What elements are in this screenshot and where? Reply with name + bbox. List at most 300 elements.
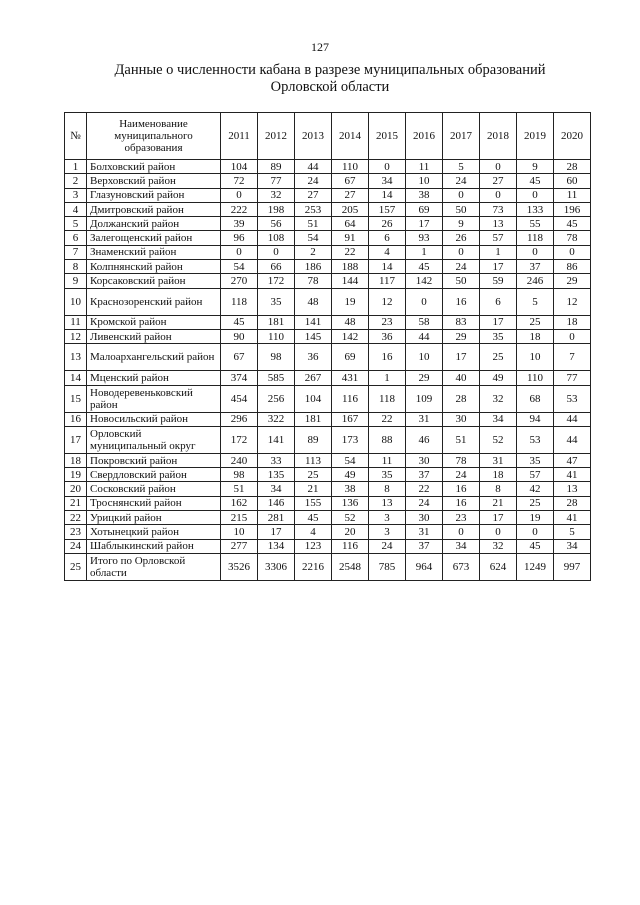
population-value: 1 xyxy=(480,245,517,259)
population-value: 0 xyxy=(554,245,591,259)
row-number: 9 xyxy=(65,274,87,288)
row-number: 5 xyxy=(65,217,87,231)
population-value: 4 xyxy=(295,525,332,539)
population-value: 18 xyxy=(480,468,517,482)
population-value: 32 xyxy=(480,539,517,553)
population-value: 89 xyxy=(258,160,295,174)
population-value: 17 xyxy=(406,217,443,231)
population-value: 155 xyxy=(295,496,332,510)
population-value: 21 xyxy=(295,482,332,496)
population-value: 57 xyxy=(517,468,554,482)
population-value: 89 xyxy=(295,426,332,453)
population-value: 72 xyxy=(221,174,258,188)
population-value: 44 xyxy=(554,412,591,426)
population-value: 45 xyxy=(554,217,591,231)
header-year: 2015 xyxy=(369,113,406,160)
population-value: 19 xyxy=(332,288,369,315)
population-value: 78 xyxy=(443,453,480,467)
municipality-name: Шаблыкинский район xyxy=(87,539,221,553)
population-value: 16 xyxy=(443,288,480,315)
population-value: 90 xyxy=(221,329,258,343)
municipality-name: Болховский район xyxy=(87,160,221,174)
population-value: 31 xyxy=(406,412,443,426)
municipality-name: Сосковский район xyxy=(87,482,221,496)
population-value: 0 xyxy=(443,525,480,539)
municipality-name: Малоархангельский район xyxy=(87,344,221,371)
population-value: 10 xyxy=(406,174,443,188)
population-value: 172 xyxy=(221,426,258,453)
population-value: 73 xyxy=(480,202,517,216)
population-value: 17 xyxy=(480,511,517,525)
population-value: 35 xyxy=(369,468,406,482)
population-value: 117 xyxy=(369,274,406,288)
population-value: 91 xyxy=(332,231,369,245)
population-value: 172 xyxy=(258,274,295,288)
population-value: 64 xyxy=(332,217,369,231)
population-value: 24 xyxy=(443,174,480,188)
population-value: 24 xyxy=(406,496,443,510)
row-number: 8 xyxy=(65,260,87,274)
population-value: 0 xyxy=(443,188,480,202)
table-row xyxy=(65,188,591,202)
population-value: 53 xyxy=(517,426,554,453)
population-value: 11 xyxy=(406,160,443,174)
population-value: 3306 xyxy=(258,553,295,580)
population-value: 118 xyxy=(517,231,554,245)
population-value: 40 xyxy=(443,371,480,385)
population-value: 9 xyxy=(517,160,554,174)
population-value: 997 xyxy=(554,553,591,580)
table-row xyxy=(65,511,591,525)
population-value: 67 xyxy=(221,344,258,371)
population-value: 109 xyxy=(406,385,443,412)
population-value: 25 xyxy=(295,468,332,482)
population-value: 157 xyxy=(369,202,406,216)
row-number: 11 xyxy=(65,315,87,329)
population-value: 51 xyxy=(221,482,258,496)
population-value: 281 xyxy=(258,511,295,525)
population-value: 277 xyxy=(221,539,258,553)
population-value: 52 xyxy=(480,426,517,453)
population-value: 110 xyxy=(332,160,369,174)
population-value: 222 xyxy=(221,202,258,216)
population-value: 93 xyxy=(406,231,443,245)
population-value: 54 xyxy=(221,260,258,274)
population-value: 86 xyxy=(554,260,591,274)
population-value: 44 xyxy=(406,329,443,343)
population-value: 48 xyxy=(295,288,332,315)
population-value: 0 xyxy=(369,160,406,174)
municipality-name: Троснянский район xyxy=(87,496,221,510)
population-value: 24 xyxy=(443,468,480,482)
population-value: 55 xyxy=(517,217,554,231)
population-value: 37 xyxy=(406,468,443,482)
population-value: 48 xyxy=(332,315,369,329)
population-value: 25 xyxy=(517,496,554,510)
population-value: 17 xyxy=(443,344,480,371)
population-value: 0 xyxy=(480,160,517,174)
table-row xyxy=(65,274,591,288)
population-value: 35 xyxy=(517,453,554,467)
municipality-name: Кромской район xyxy=(87,315,221,329)
table-row xyxy=(65,231,591,245)
population-value: 21 xyxy=(480,496,517,510)
row-number: 19 xyxy=(65,468,87,482)
population-value: 5 xyxy=(554,525,591,539)
table-row xyxy=(65,371,591,385)
population-value: 26 xyxy=(369,217,406,231)
population-value: 253 xyxy=(295,202,332,216)
row-number: 1 xyxy=(65,160,87,174)
population-value: 374 xyxy=(221,371,258,385)
population-value: 69 xyxy=(406,202,443,216)
population-value: 3 xyxy=(369,525,406,539)
population-value: 118 xyxy=(221,288,258,315)
table-row xyxy=(65,525,591,539)
population-value: 0 xyxy=(517,245,554,259)
table-row xyxy=(65,217,591,231)
population-value: 964 xyxy=(406,553,443,580)
population-value: 3 xyxy=(369,511,406,525)
population-value: 134 xyxy=(258,539,295,553)
header-year: 2013 xyxy=(295,113,332,160)
population-value: 0 xyxy=(258,245,295,259)
population-value: 19 xyxy=(517,511,554,525)
population-value: 142 xyxy=(332,329,369,343)
population-value: 9 xyxy=(443,217,480,231)
table-row xyxy=(65,426,591,453)
population-value: 246 xyxy=(517,274,554,288)
header-year: 2016 xyxy=(406,113,443,160)
header-year: 2017 xyxy=(443,113,480,160)
row-number: 23 xyxy=(65,525,87,539)
population-value: 34 xyxy=(258,482,295,496)
population-value: 17 xyxy=(480,315,517,329)
population-value: 24 xyxy=(443,260,480,274)
table-row xyxy=(65,412,591,426)
population-value: 83 xyxy=(443,315,480,329)
population-value: 30 xyxy=(406,511,443,525)
population-value: 5 xyxy=(443,160,480,174)
municipality-name: Мценский район xyxy=(87,371,221,385)
row-number: 6 xyxy=(65,231,87,245)
population-value: 38 xyxy=(332,482,369,496)
municipality-name: Колпнянский район xyxy=(87,260,221,274)
population-value: 17 xyxy=(480,260,517,274)
population-value: 35 xyxy=(258,288,295,315)
row-number: 12 xyxy=(65,329,87,343)
population-value: 96 xyxy=(221,231,258,245)
population-value: 66 xyxy=(258,260,295,274)
population-value: 108 xyxy=(258,231,295,245)
municipality-name: Орловский муниципальный округ xyxy=(87,426,221,453)
population-value: 39 xyxy=(221,217,258,231)
population-value: 296 xyxy=(221,412,258,426)
population-value: 98 xyxy=(258,344,295,371)
row-number: 7 xyxy=(65,245,87,259)
population-value: 16 xyxy=(443,482,480,496)
population-value: 181 xyxy=(258,315,295,329)
population-value: 110 xyxy=(258,329,295,343)
population-value: 88 xyxy=(369,426,406,453)
population-value: 28 xyxy=(554,496,591,510)
population-value: 454 xyxy=(221,385,258,412)
population-value: 11 xyxy=(369,453,406,467)
population-value: 22 xyxy=(369,412,406,426)
row-number: 4 xyxy=(65,202,87,216)
population-value: 94 xyxy=(517,412,554,426)
population-value: 785 xyxy=(369,553,406,580)
population-value: 33 xyxy=(258,453,295,467)
population-value: 67 xyxy=(332,174,369,188)
population-value: 198 xyxy=(258,202,295,216)
header-year: 2019 xyxy=(517,113,554,160)
population-value: 29 xyxy=(443,329,480,343)
table-row xyxy=(65,315,591,329)
population-value: 215 xyxy=(221,511,258,525)
municipality-name: Урицкий район xyxy=(87,511,221,525)
population-value: 146 xyxy=(258,496,295,510)
population-value: 50 xyxy=(443,274,480,288)
population-value: 205 xyxy=(332,202,369,216)
population-value: 51 xyxy=(295,217,332,231)
population-value: 8 xyxy=(369,482,406,496)
population-value: 44 xyxy=(554,426,591,453)
row-number: 25 xyxy=(65,553,87,580)
population-value: 54 xyxy=(295,231,332,245)
population-value: 49 xyxy=(332,468,369,482)
population-value: 431 xyxy=(332,371,369,385)
population-value: 52 xyxy=(332,511,369,525)
header-year: 2018 xyxy=(480,113,517,160)
population-value: 173 xyxy=(332,426,369,453)
population-value: 12 xyxy=(554,288,591,315)
row-number: 2 xyxy=(65,174,87,188)
population-value: 673 xyxy=(443,553,480,580)
population-value: 144 xyxy=(332,274,369,288)
population-value: 17 xyxy=(258,525,295,539)
table-row xyxy=(65,160,591,174)
population-value: 34 xyxy=(554,539,591,553)
population-value: 0 xyxy=(480,525,517,539)
population-value: 68 xyxy=(517,385,554,412)
population-value: 54 xyxy=(332,453,369,467)
population-value: 0 xyxy=(517,188,554,202)
population-value: 45 xyxy=(221,315,258,329)
population-value: 162 xyxy=(221,496,258,510)
population-value: 34 xyxy=(369,174,406,188)
table-row xyxy=(65,385,591,412)
population-value: 37 xyxy=(406,539,443,553)
population-value: 6 xyxy=(369,231,406,245)
population-value: 45 xyxy=(406,260,443,274)
population-value: 123 xyxy=(295,539,332,553)
population-value: 13 xyxy=(554,482,591,496)
population-value: 38 xyxy=(406,188,443,202)
population-value: 0 xyxy=(221,245,258,259)
population-value: 270 xyxy=(221,274,258,288)
population-value: 58 xyxy=(406,315,443,329)
population-value: 1 xyxy=(369,371,406,385)
row-number: 10 xyxy=(65,288,87,315)
population-value: 77 xyxy=(554,371,591,385)
population-value: 41 xyxy=(554,511,591,525)
population-value: 56 xyxy=(258,217,295,231)
table-header-row xyxy=(65,113,591,160)
table-row xyxy=(65,260,591,274)
population-value: 46 xyxy=(406,426,443,453)
population-value: 47 xyxy=(554,453,591,467)
municipality-name: Краснозоренский район xyxy=(87,288,221,315)
population-value: 0 xyxy=(554,329,591,343)
population-value: 18 xyxy=(554,315,591,329)
population-value: 13 xyxy=(369,496,406,510)
row-number: 18 xyxy=(65,453,87,467)
population-value: 167 xyxy=(332,412,369,426)
population-value: 186 xyxy=(295,260,332,274)
population-value: 0 xyxy=(480,188,517,202)
population-value: 27 xyxy=(332,188,369,202)
municipality-name: Верховский район xyxy=(87,174,221,188)
table-row xyxy=(65,468,591,482)
header-number: № xyxy=(65,113,87,160)
population-value: 322 xyxy=(258,412,295,426)
population-value: 188 xyxy=(332,260,369,274)
page-number: 127 xyxy=(311,40,329,54)
population-value: 31 xyxy=(406,525,443,539)
table-row xyxy=(65,329,591,343)
table-body xyxy=(65,160,591,581)
population-value: 0 xyxy=(406,288,443,315)
population-value: 26 xyxy=(443,231,480,245)
population-value: 30 xyxy=(406,453,443,467)
population-value: 42 xyxy=(517,482,554,496)
population-value: 7 xyxy=(554,344,591,371)
population-value: 6 xyxy=(480,288,517,315)
municipality-name: Свердловский район xyxy=(87,468,221,482)
population-value: 45 xyxy=(295,511,332,525)
population-value: 18 xyxy=(517,329,554,343)
population-value: 51 xyxy=(443,426,480,453)
municipality-name: Залегощенский район xyxy=(87,231,221,245)
population-value: 16 xyxy=(369,344,406,371)
table-row xyxy=(65,453,591,467)
title-line-2: Орловской области xyxy=(270,79,390,95)
municipality-name: Знаменский район xyxy=(87,245,221,259)
population-value: 16 xyxy=(443,496,480,510)
population-value: 24 xyxy=(369,539,406,553)
row-number: 14 xyxy=(65,371,87,385)
population-value: 0 xyxy=(517,525,554,539)
population-value: 136 xyxy=(332,496,369,510)
population-value: 142 xyxy=(406,274,443,288)
population-value: 116 xyxy=(332,385,369,412)
municipality-name: Итого по Орловской области xyxy=(87,553,221,580)
population-value: 29 xyxy=(406,371,443,385)
municipality-name: Глазуновский район xyxy=(87,188,221,202)
table-row xyxy=(65,245,591,259)
row-number: 24 xyxy=(65,539,87,553)
population-value: 624 xyxy=(480,553,517,580)
table-row xyxy=(65,553,591,580)
population-value: 135 xyxy=(258,468,295,482)
population-value: 1249 xyxy=(517,553,554,580)
population-value: 45 xyxy=(517,174,554,188)
population-value: 8 xyxy=(480,482,517,496)
municipality-name: Дмитровский район xyxy=(87,202,221,216)
population-value: 25 xyxy=(480,344,517,371)
population-value: 30 xyxy=(443,412,480,426)
table-row xyxy=(65,202,591,216)
population-value: 23 xyxy=(369,315,406,329)
population-value: 49 xyxy=(480,371,517,385)
population-value: 256 xyxy=(258,385,295,412)
table-row xyxy=(65,482,591,496)
population-value: 32 xyxy=(258,188,295,202)
population-value: 14 xyxy=(369,188,406,202)
population-value: 145 xyxy=(295,329,332,343)
row-number: 3 xyxy=(65,188,87,202)
population-value: 57 xyxy=(480,231,517,245)
table-row xyxy=(65,539,591,553)
population-value: 53 xyxy=(554,385,591,412)
population-value: 50 xyxy=(443,202,480,216)
header-year: 2020 xyxy=(554,113,591,160)
header-year: 2014 xyxy=(332,113,369,160)
municipality-name: Должанский район xyxy=(87,217,221,231)
row-number: 15 xyxy=(65,385,87,412)
population-value: 12 xyxy=(369,288,406,315)
municipality-name: Корсаковский район xyxy=(87,274,221,288)
population-value: 2548 xyxy=(332,553,369,580)
population-value: 77 xyxy=(258,174,295,188)
municipality-name: Новосильский район xyxy=(87,412,221,426)
municipality-name: Ливенский район xyxy=(87,329,221,343)
population-value: 181 xyxy=(295,412,332,426)
header-name: Наименование муниципального образования xyxy=(87,113,221,160)
title-line-1: Данные о численности кабана в разрезе муниципальных образований xyxy=(114,62,546,78)
municipality-name: Хотынецкий район xyxy=(87,525,221,539)
population-value: 27 xyxy=(480,174,517,188)
table-row xyxy=(65,496,591,510)
population-value: 36 xyxy=(295,344,332,371)
population-value: 2 xyxy=(295,245,332,259)
municipality-name: Новодеревеньковский район xyxy=(87,385,221,412)
population-value: 32 xyxy=(480,385,517,412)
population-value: 2216 xyxy=(295,553,332,580)
row-number: 17 xyxy=(65,426,87,453)
population-value: 133 xyxy=(517,202,554,216)
population-value: 34 xyxy=(480,412,517,426)
population-value: 116 xyxy=(332,539,369,553)
header-year: 2011 xyxy=(221,113,258,160)
population-value: 20 xyxy=(332,525,369,539)
population-value: 41 xyxy=(554,468,591,482)
population-value: 78 xyxy=(554,231,591,245)
population-value: 4 xyxy=(369,245,406,259)
population-value: 196 xyxy=(554,202,591,216)
population-value: 98 xyxy=(221,468,258,482)
population-value: 24 xyxy=(295,174,332,188)
population-value: 36 xyxy=(369,329,406,343)
population-value: 31 xyxy=(480,453,517,467)
population-value: 29 xyxy=(554,274,591,288)
population-value: 0 xyxy=(443,245,480,259)
population-value: 78 xyxy=(295,274,332,288)
population-value: 0 xyxy=(221,188,258,202)
population-value: 34 xyxy=(443,539,480,553)
population-value: 69 xyxy=(332,344,369,371)
